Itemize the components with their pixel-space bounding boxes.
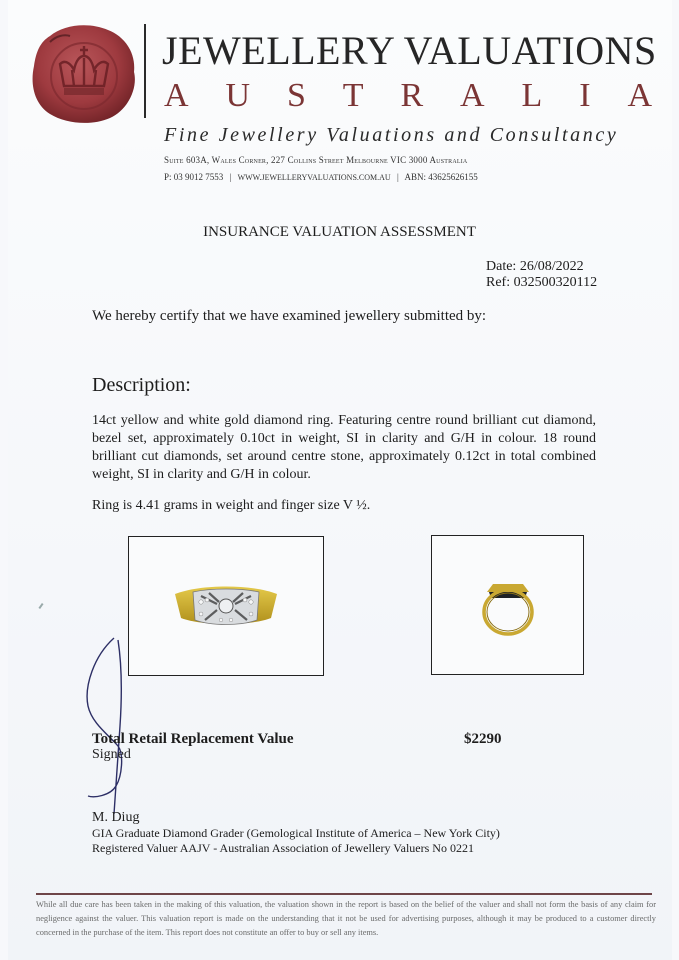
total-value-label: Total Retail Replacement Value <box>92 731 294 747</box>
tagline: Fine Jewellery Valuations and Consultancy <box>164 124 619 146</box>
valuer-credential: GIA Graduate Diamond Grader (Gemological Institute of America – New York City) <box>92 826 500 840</box>
separator: | <box>229 172 232 182</box>
brand-letter: L <box>521 77 543 114</box>
signed-label: Signed <box>92 747 131 762</box>
letterhead-divider <box>144 24 146 118</box>
separator: | <box>396 172 399 182</box>
total-value-amount: $2290 <box>464 731 502 747</box>
ring-side-photo <box>431 535 584 675</box>
ring-weight-size: Ring is 4.41 grams in weight and finger size V ½. <box>92 498 371 513</box>
ring-front-photo <box>128 536 324 676</box>
website-link[interactable]: WWW.JEWELLERYVALUATIONS.COM.AU <box>237 173 391 182</box>
company-address: Suite 603A, Wales Corner, 227 Collins Street Melbourne VIC 3000 Australia <box>164 155 468 165</box>
disclaimer-text: While all due care has been taken in the making of this valuation, the valuation shown in the report is based on the belief of the valuer and shall not form the basis of any claim for negligence against the valuer. This valuation report is made on the understanding that it not be used for advertising purposes, although it may be produced to a customer directly concerned in the purchase of the item. This report does not constitute an offer to buy or sell any items. <box>36 900 656 937</box>
brand-letter: A <box>627 77 652 114</box>
wax-seal-crown-icon <box>30 22 138 124</box>
brand-letter: A <box>164 77 189 114</box>
ring-side-image <box>473 570 543 640</box>
valuer-credential: Registered Valuer AAJV - Australian Association of Jewellery Valuers No 0221 <box>92 841 474 855</box>
signature-scribble <box>80 636 140 816</box>
phone-number: P: 03 9012 7553 <box>164 172 224 182</box>
certify-statement: We hereby certify that we have examined jewellery submitted by: <box>92 308 487 324</box>
brand-letter: R <box>400 77 424 114</box>
document-title: INSURANCE VALUATION ASSESSMENT <box>203 224 476 240</box>
brand-letter: U <box>225 77 251 114</box>
contact-line <box>164 172 478 182</box>
brand-letter: S <box>286 77 306 114</box>
document-ref: Ref: 032500320112 <box>486 275 598 290</box>
document-date: Date: 26/08/2022 <box>486 259 584 274</box>
description-body: 14ct yellow and white gold diamond ring. Featuring centre round brilliant cut diamond, bezel set, approximately 0.10ct in weight, SI in clarity and G/H in colour. 18 round brilliant cut diamonds, set around centre stone, approximately 0.12ct in total combined weight, SI in clarity and G/H in colour. <box>92 413 596 482</box>
brand-country <box>164 78 652 114</box>
brand-letter: I <box>579 77 591 114</box>
footer-divider <box>36 893 652 895</box>
brand-name: JEWELLERY VALUATIONS <box>162 28 657 73</box>
ring-front-image <box>171 576 281 636</box>
document-meta <box>486 259 597 291</box>
brand-letter: A <box>460 77 485 114</box>
abn-number: ABN: 43625626155 <box>404 172 478 182</box>
brand-letter: T <box>342 77 364 114</box>
valuer-name: M. Diug <box>92 810 140 825</box>
description-heading: Description: <box>92 374 191 396</box>
